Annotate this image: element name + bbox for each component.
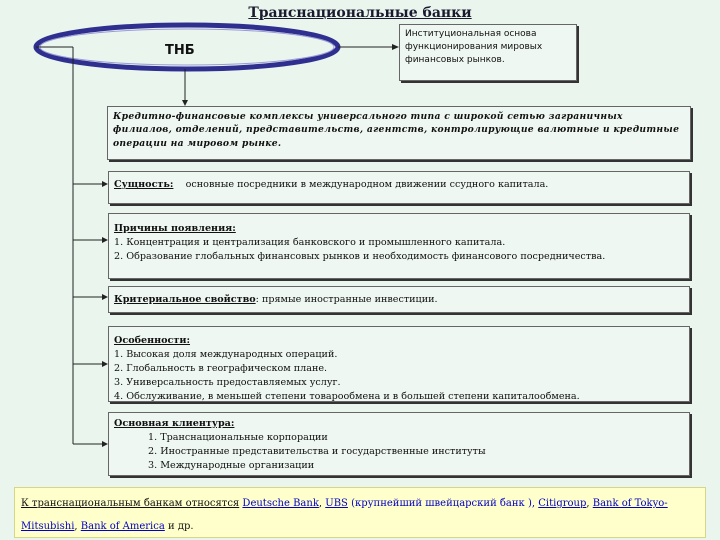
essence-box xyxy=(108,171,690,204)
features-item: 4. Обслуживание, в меньшей степени товарообмена и в большей степени капиталообмена. xyxy=(114,390,580,402)
footer-banks xyxy=(14,487,706,538)
institutional-box xyxy=(399,24,577,81)
features-label: Особенности: xyxy=(114,335,190,346)
link-deutsche-bank[interactable]: Deutsche Bank xyxy=(242,498,319,509)
definition-text: Кредитно-финансовые комплексы универсального типа с широкой сетью заграничных филиалов, отделений, представительств, агентств, контролирующие валютные и кредитные операции на мировом рынке. xyxy=(113,111,680,149)
tnb-label: ТНБ xyxy=(165,43,195,58)
reasons-item: 1. Концентрация и централизация банковского и промышленного капитала. xyxy=(114,236,506,248)
link-ubs[interactable]: UBS xyxy=(325,498,348,509)
features-item: 1. Высокая доля международных операций. xyxy=(114,348,338,360)
page-title: Транснациональные банки xyxy=(248,5,472,21)
link-bank-of-tokyo-mitsubishi[interactable]: Bank of Tokyo-Mitsubishi xyxy=(21,498,668,532)
clientele-box xyxy=(108,412,690,476)
essence-label: Сущность: xyxy=(114,179,174,190)
reasons-box xyxy=(108,213,690,279)
essence-text: основные посредники в международном движении ссудного капитала. xyxy=(185,179,549,190)
criterion-box xyxy=(108,286,690,313)
features-item: 3. Универсальность предоставляемых услуг. xyxy=(114,376,341,388)
features-item: 2. Глобальность в географическом плане. xyxy=(114,362,328,374)
clientele-item: 3. Международные организации xyxy=(148,459,315,471)
footer-separator: , xyxy=(74,521,81,532)
features-box xyxy=(108,326,690,402)
footer-prefix: К транснациональным банкам относятся xyxy=(21,498,240,509)
reasons-label: Причины появления: xyxy=(114,223,236,234)
clientele-item: 2. Иностранные представительства и государственные институты xyxy=(148,445,486,457)
arrow-head xyxy=(392,44,399,50)
criterion-text: : прямые иностранные инвестиции. xyxy=(255,294,438,305)
definition-box xyxy=(107,106,691,160)
link-citigroup[interactable]: Citigroup xyxy=(538,498,587,509)
clientele-item: 1. Транснациональные корпорации xyxy=(148,431,328,443)
link-bank-of-america[interactable]: Bank of America xyxy=(80,521,165,532)
footer-suffix: и др. xyxy=(164,521,194,532)
footer-separator: , xyxy=(586,498,593,509)
footer-ubs-note: (крупнейший швейцарский банк ), xyxy=(351,498,536,509)
criterion-label: Критериальное свойство xyxy=(114,294,256,305)
reasons-item: 2. Образование глобальных финансовых рынков и необходимость финансового посредничества. xyxy=(114,250,606,262)
footer-separator: , xyxy=(318,498,326,509)
institutional-text: Институциональная основа функционирования мировых финансовых рынков. xyxy=(405,29,543,66)
clientele-label: Основная клиентура: xyxy=(114,418,235,429)
